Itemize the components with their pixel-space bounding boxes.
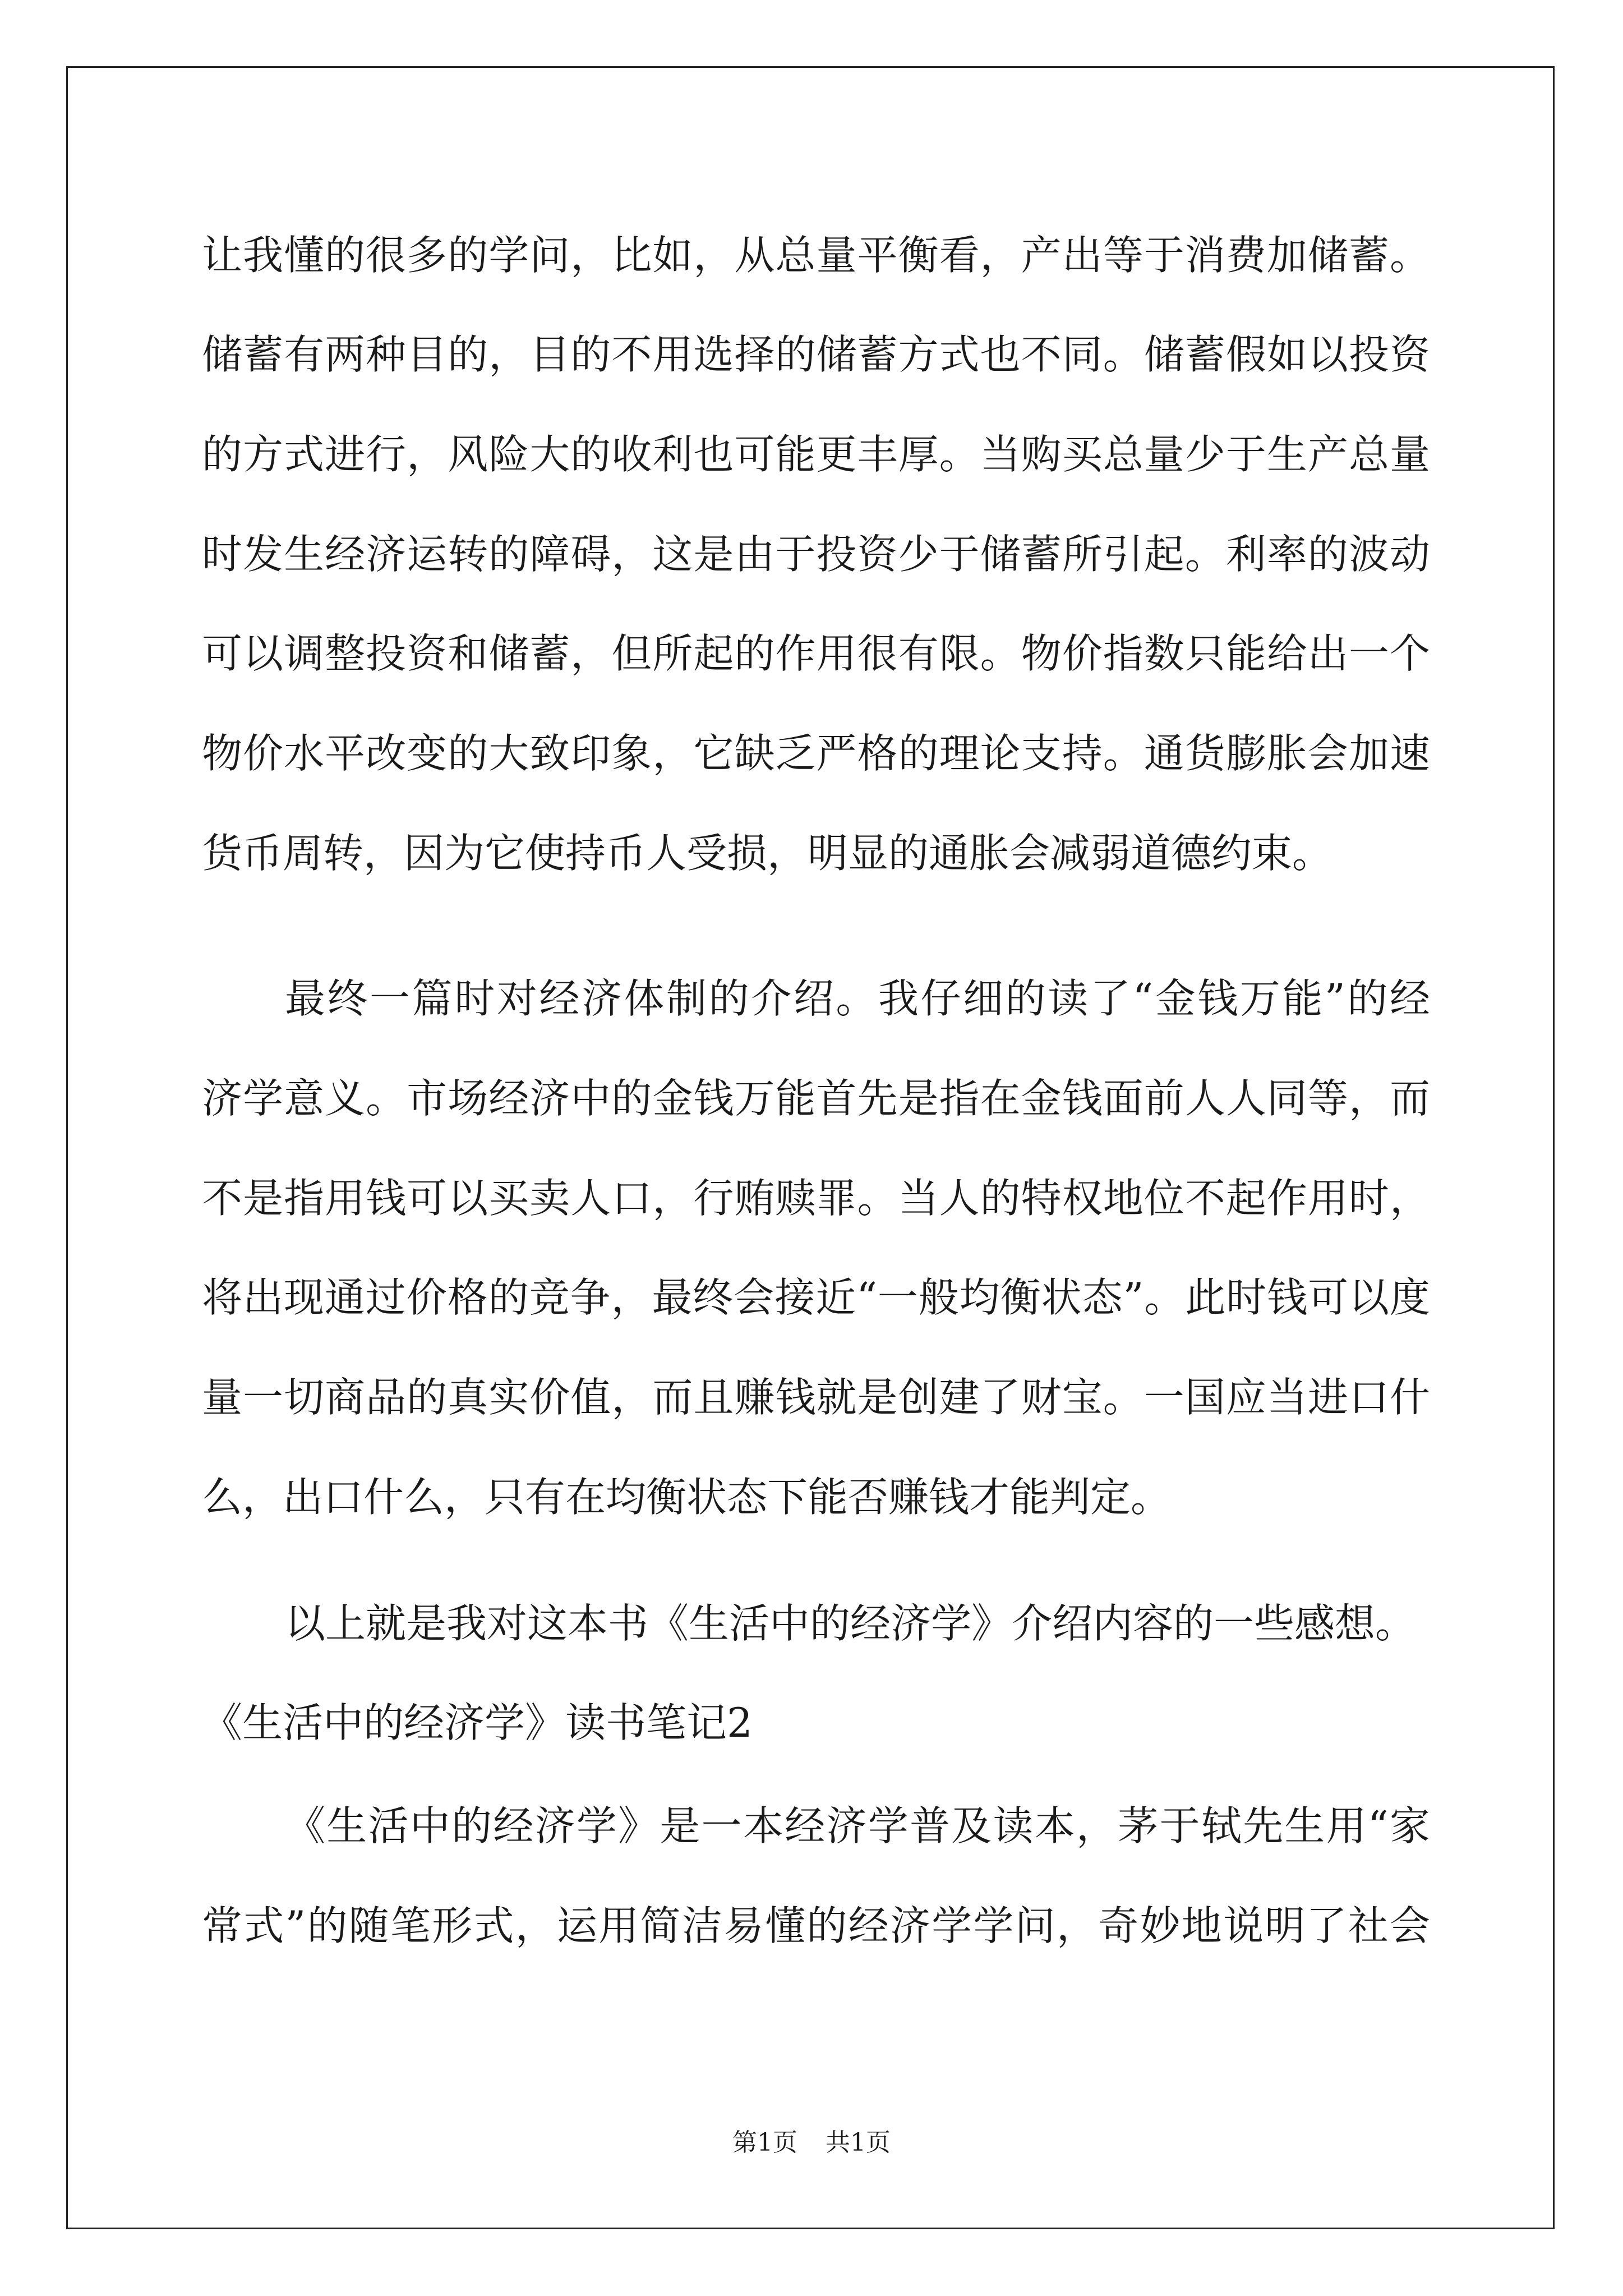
text-line: 不是指用钱可以买卖人口，行贿赎罪。当人的特权地位不起作用时， xyxy=(202,1175,1430,1222)
text-line: 可以调整投资和储蓄，但所起的作用很有限。物价指数只能给出一个 xyxy=(202,630,1430,677)
paragraph-start-line: 最终一篇时对经济体制的介绍。我仔细的读了“金钱万能”的经 xyxy=(285,975,1430,1022)
text-line: 济学意义。市场经济中的金钱万能首先是指在金钱面前人人同等，而 xyxy=(202,1075,1430,1122)
text-line: 将出现通过价格的竞争，最终会接近“一般均衡状态”。此时钱可以度 xyxy=(202,1274,1430,1321)
text-line: 常式”的随笔形式，运用简洁易懂的经济学学问，奇妙地说明了社会 xyxy=(202,1902,1430,1949)
paragraph-start-line: 以上就是我对这本书《生活中的经济学》介绍内容的一些感想。 xyxy=(285,1600,1416,1647)
section-heading: 《生活中的经济学》读书笔记2 xyxy=(202,1699,753,1746)
page-footer xyxy=(0,2126,1623,2160)
total-pages: 共1页 xyxy=(826,2128,891,2157)
text-line: 物价水平改变的大致印象，它缺乏严格的理论支持。通货膨胀会加速 xyxy=(202,730,1430,777)
text-line: 量一切商品的真实价值，而且赚钱就是创建了财宝。一国应当进口什 xyxy=(202,1374,1430,1421)
paragraph-start-line: 《生活中的经济学》是一本经济学普及读本，茅于轼先生用“家 xyxy=(285,1802,1430,1849)
text-line: 让我懂的很多的学问，比如，从总量平衡看，产出等于消费加储蓄。 xyxy=(202,232,1430,279)
text-line: 时发生经济运转的障碍，这是由于投资少于储蓄所引起。利率的波动 xyxy=(202,531,1430,578)
text-line: 货币周转，因为它使持币人受损，明显的通胀会减弱道德约束。 xyxy=(202,830,1333,877)
text-line: 储蓄有两种目的，目的不用选择的储蓄方式也不同。储蓄假如以投资 xyxy=(202,331,1430,378)
page-number: 第1页 xyxy=(732,2128,797,2157)
text-line: 么，出口什么，只有在均衡状态下能否赚钱才能判定。 xyxy=(202,1474,1172,1521)
text-line: 的方式进行，风险大的收利也可能更丰厚。当购买总量少于生产总量 xyxy=(202,431,1430,478)
